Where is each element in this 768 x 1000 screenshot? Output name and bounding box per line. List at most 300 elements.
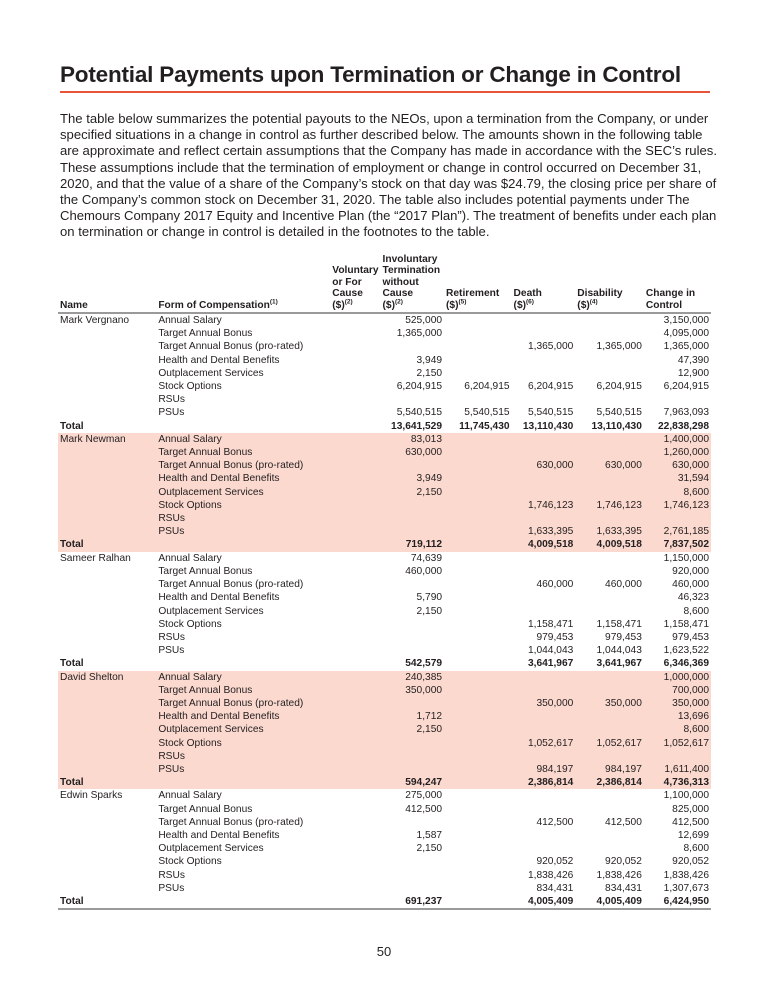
amount-cell [330, 842, 380, 855]
amount-cell: 920,052 [536, 856, 574, 868]
amount-cell: 979,453 [672, 631, 709, 643]
executive-name [58, 618, 156, 631]
table-row [58, 591, 711, 604]
amount-cell: 460,000 [536, 579, 574, 591]
compensation-form: Stock Options [158, 618, 222, 630]
table-row [58, 855, 711, 868]
amount-cell: 8,600 [683, 843, 709, 855]
table-row [58, 842, 711, 855]
amount-cell: 412,500 [672, 816, 709, 828]
compensation-form: RSUs [158, 631, 185, 643]
total-amount-cell: 719,112 [381, 538, 445, 551]
amount-cell: 2,150 [381, 723, 445, 736]
compensation-form: RSUs [156, 512, 330, 525]
executive-name [58, 354, 156, 367]
compensation-form: RSUs [158, 394, 185, 406]
amount-cell: 6,204,915 [396, 381, 443, 393]
table-row [58, 552, 711, 565]
amount-cell [575, 393, 644, 406]
table-row [58, 459, 711, 472]
amount-cell: 460,000 [672, 579, 709, 591]
amount-cell: 825,000 [672, 803, 709, 815]
executive-name [58, 855, 156, 868]
page-number: 50 [376, 944, 392, 959]
amount-cell: 1,052,617 [644, 737, 711, 750]
total-amount-cell: 4,009,518 [575, 538, 644, 551]
amount-cell [444, 644, 512, 657]
amount-cell: 1,400,000 [644, 433, 711, 446]
table-row [58, 565, 711, 578]
amount-cell [575, 671, 644, 684]
amount-cell [444, 578, 512, 591]
amount-cell [330, 710, 380, 723]
amount-cell: 31,594 [644, 472, 711, 485]
amount-cell: 46,323 [677, 592, 709, 604]
amount-cell [575, 789, 644, 802]
total-amount-cell [330, 420, 380, 433]
executive-name [58, 829, 156, 842]
amount-cell [444, 737, 512, 750]
compensation-form: Health and Dental Benefits [156, 710, 330, 723]
amount-cell [512, 789, 576, 802]
amount-cell: 412,500 [405, 803, 443, 815]
header-involuntary: Involuntary Termination without Cause ($)$^{(2)}$ [381, 254, 445, 313]
amount-cell [512, 684, 576, 697]
executive-name [58, 644, 156, 657]
header-change-in-control: Change in Control [644, 254, 711, 313]
amount-cell [330, 313, 380, 327]
amount-cell [444, 565, 512, 578]
amount-cell [644, 393, 711, 406]
total-amount-cell: 542,579 [405, 658, 443, 670]
amount-cell [575, 723, 644, 736]
amount-cell [444, 671, 512, 684]
amount-cell: 1,044,043 [596, 645, 642, 657]
amount-cell [575, 472, 644, 485]
compensation-form: Outplacement Services [158, 605, 264, 617]
compensation-form: Outplacement Services [156, 486, 330, 499]
table-row [58, 829, 711, 842]
amount-cell [444, 367, 512, 380]
amount-cell: 1,052,617 [575, 737, 644, 750]
executive-name: Sameer Ralhan [60, 552, 131, 564]
amount-cell: 525,000 [405, 315, 443, 327]
total-amount-cell: 3,641,967 [596, 658, 642, 670]
amount-cell [330, 552, 380, 565]
amount-cell: 5,540,515 [396, 407, 443, 419]
intro-paragraph: The table below summarizes the potential payouts to the NEOs, upon a termination from the Company, or under specified situations in a change in control as further described below. The amounts shown in the following table are approximate and reflect certain assumptions that the Company has made in accordance with the SEC’s rules. These assumptions include that the termination of employment or change in control occurred on December 31, 2020, and that the value of a share of the Company’s stock on that day was $24.79, the closing price per share of the Company’s common stock on December 31, 2020. The table also includes potential payments under The Chemours Company 2017 Equity and Incentive Plan (the “2017 Plan”). The treatment of benefits under each plan on termination or change in control is detailed in the footnotes to the table. [60, 111, 717, 240]
amount-cell [330, 829, 380, 842]
executive-name [58, 565, 156, 578]
amount-cell [330, 393, 380, 406]
amount-cell: 2,150 [416, 367, 443, 379]
amount-cell [330, 631, 380, 644]
amount-cell: 630,000 [381, 446, 445, 459]
total-label: Total [58, 895, 156, 909]
amount-cell [444, 354, 512, 367]
amount-cell [444, 393, 512, 406]
amount-cell: 1,150,000 [663, 552, 709, 564]
executive-name [58, 486, 156, 499]
amount-cell: 7,963,093 [663, 407, 709, 419]
header-death: Death ($)$^{(6)}$ [512, 254, 576, 313]
executive-name: Mark Newman [58, 433, 156, 446]
amount-cell: 1,260,000 [644, 446, 711, 459]
compensation-form: Stock Options [156, 737, 330, 750]
amount-cell [381, 393, 445, 406]
amount-cell [444, 829, 512, 842]
amount-cell: 1,365,000 [527, 341, 574, 353]
amount-cell: 2,150 [381, 486, 445, 499]
executive-name [58, 591, 156, 604]
amount-cell [330, 472, 380, 485]
amount-cell: 1,158,471 [527, 618, 574, 630]
amount-cell [444, 512, 512, 525]
table-row [58, 803, 711, 816]
amount-cell [512, 710, 576, 723]
amount-cell [575, 803, 644, 816]
amount-cell: 984,197 [512, 763, 576, 776]
amount-cell [575, 327, 644, 340]
table-row [58, 605, 711, 618]
amount-cell: 12,699 [677, 829, 709, 841]
header-form-of-compensation: Form of Compensation$^{(1)}$ [156, 254, 330, 313]
amount-cell [575, 750, 644, 763]
amount-cell [381, 737, 445, 750]
table-row [58, 499, 711, 512]
executive-name: Edwin Sparks [60, 790, 123, 802]
amount-cell: 47,390 [677, 354, 709, 366]
amount-cell [444, 525, 512, 538]
amount-cell: 3,150,000 [663, 315, 709, 327]
amount-cell: 6,204,915 [596, 381, 642, 393]
amount-cell [575, 605, 644, 618]
compensation-form: Stock Options [158, 856, 222, 868]
amount-cell: 8,600 [683, 605, 709, 617]
amount-cell [575, 486, 644, 499]
amount-cell [381, 525, 445, 538]
compensation-form: Annual Salary [156, 671, 330, 684]
amount-cell: 5,540,515 [464, 407, 510, 419]
amount-cell [330, 354, 380, 367]
amount-cell [330, 855, 380, 868]
amount-cell [330, 578, 380, 591]
amount-cell [444, 340, 512, 353]
amount-cell [330, 605, 380, 618]
amount-cell [575, 367, 644, 380]
amount-cell: 2,761,185 [644, 525, 711, 538]
amount-cell [330, 803, 380, 816]
amount-cell [444, 591, 512, 604]
table-body [58, 313, 711, 909]
amount-cell [444, 763, 512, 776]
executive-name [58, 631, 156, 644]
amount-cell [575, 710, 644, 723]
amount-cell [444, 327, 512, 340]
amount-cell: 1,633,395 [512, 525, 576, 538]
total-label: Total [60, 420, 84, 432]
amount-cell [575, 512, 644, 525]
table-row [58, 631, 711, 644]
amount-cell [512, 512, 576, 525]
table-row [58, 710, 711, 723]
amount-cell [330, 367, 380, 380]
compensation-form: Target Annual Bonus (pro-rated) [156, 459, 330, 472]
total-spacer [156, 420, 330, 433]
compensation-form: Target Annual Bonus [158, 565, 253, 577]
total-spacer [156, 657, 330, 670]
amount-cell [575, 591, 644, 604]
table-row [58, 750, 711, 763]
table-row [58, 697, 711, 710]
table-row [58, 340, 711, 353]
total-amount-cell: 6,346,369 [663, 658, 709, 670]
executive-name [58, 340, 156, 353]
amount-cell: 350,000 [644, 697, 711, 710]
amount-cell [330, 591, 380, 604]
amount-cell [330, 499, 380, 512]
amount-cell: 3,949 [381, 472, 445, 485]
compensation-form: Annual Salary [158, 552, 222, 564]
amount-cell [444, 433, 512, 446]
compensation-form: PSUs [156, 763, 330, 776]
executive-name [58, 512, 156, 525]
amount-cell: 2,150 [416, 843, 443, 855]
table-row [58, 472, 711, 485]
amount-cell [330, 327, 380, 340]
amount-cell [512, 393, 576, 406]
total-amount-cell [444, 538, 512, 551]
termination-payments-table [58, 254, 711, 910]
amount-cell [330, 644, 380, 657]
table-row [58, 380, 711, 393]
amount-cell [381, 697, 445, 710]
compensation-form: Health and Dental Benefits [156, 472, 330, 485]
amount-cell: 630,000 [512, 459, 576, 472]
table-row [58, 446, 711, 459]
table-row [58, 393, 711, 406]
total-amount-cell [444, 895, 512, 909]
amount-cell [330, 750, 380, 763]
amount-cell: 240,385 [381, 671, 445, 684]
compensation-form: Health and Dental Benefits [158, 592, 280, 604]
table-row [58, 354, 711, 367]
amount-cell [444, 472, 512, 485]
amount-cell [512, 842, 576, 855]
amount-cell: 1,838,426 [596, 869, 642, 881]
amount-cell [444, 605, 512, 618]
total-amount-cell: 22,838,298 [658, 420, 709, 432]
executive-name [58, 750, 156, 763]
amount-cell [444, 486, 512, 499]
table-row [58, 618, 711, 631]
executive-name [58, 446, 156, 459]
amount-cell [330, 882, 380, 895]
total-amount-cell: 6,424,950 [644, 895, 711, 909]
amount-cell [330, 737, 380, 750]
amount-cell: 460,000 [405, 565, 443, 577]
amount-cell: 3,949 [416, 354, 443, 366]
amount-cell [512, 486, 576, 499]
amount-cell [444, 499, 512, 512]
amount-cell: 83,013 [381, 433, 445, 446]
amount-cell: 6,204,915 [464, 381, 510, 393]
amount-cell [444, 723, 512, 736]
amount-cell [444, 631, 512, 644]
amount-cell [444, 869, 512, 882]
total-amount-cell [330, 538, 380, 551]
total-amount-cell: 7,837,502 [644, 538, 711, 551]
compensation-form: Outplacement Services [158, 843, 264, 855]
amount-cell: 1,365,000 [596, 341, 642, 353]
amount-cell: 4,095,000 [663, 328, 709, 340]
amount-cell [444, 446, 512, 459]
table-row [58, 367, 711, 380]
amount-cell: 412,500 [536, 816, 574, 828]
amount-cell [644, 512, 711, 525]
amount-cell: 6,204,915 [527, 381, 574, 393]
amount-cell [444, 697, 512, 710]
amount-cell [512, 446, 576, 459]
total-spacer [156, 538, 330, 551]
executive-name [58, 472, 156, 485]
amount-cell: 1,052,617 [512, 737, 576, 750]
amount-cell [381, 618, 445, 631]
amount-cell [512, 591, 576, 604]
executive-name [58, 406, 156, 419]
compensation-form: Health and Dental Benefits [158, 829, 280, 841]
amount-cell [330, 406, 380, 419]
table-row [58, 671, 711, 684]
table-row [58, 763, 711, 776]
table-row [58, 882, 711, 895]
amount-cell: 834,431 [605, 882, 642, 894]
table-row [58, 789, 711, 802]
executive-name [58, 499, 156, 512]
amount-cell [444, 313, 512, 327]
compensation-form: Target Annual Bonus (pro-rated) [158, 816, 304, 828]
total-amount-cell: 4,005,409 [512, 895, 576, 909]
amount-cell [381, 578, 445, 591]
executive-name [58, 393, 156, 406]
amount-cell [330, 869, 380, 882]
compensation-form: Stock Options [156, 499, 330, 512]
total-amount-cell: 13,110,430 [522, 420, 574, 432]
amount-cell: 920,052 [672, 856, 709, 868]
amount-cell: 1,100,000 [663, 790, 709, 802]
amount-cell [444, 803, 512, 816]
amount-cell: 350,000 [512, 697, 576, 710]
total-amount-cell: 691,237 [381, 895, 445, 909]
table-row [58, 578, 711, 591]
amount-cell [330, 763, 380, 776]
compensation-form: PSUs [158, 407, 185, 419]
total-amount-cell [330, 657, 380, 670]
total-amount-cell: 2,386,814 [575, 776, 644, 789]
compensation-form: Target Annual Bonus [158, 803, 253, 815]
total-amount-cell [444, 776, 512, 789]
total-row [58, 420, 711, 433]
amount-cell [444, 816, 512, 829]
total-amount-cell [330, 895, 380, 909]
amount-cell: 700,000 [644, 684, 711, 697]
table-row [58, 869, 711, 882]
amount-cell [381, 869, 445, 882]
total-label: Total [58, 538, 156, 551]
compensation-form: PSUs [156, 525, 330, 538]
compensation-form: Target Annual Bonus [156, 446, 330, 459]
total-spacer [156, 895, 330, 909]
table-row [58, 406, 711, 419]
amount-cell [330, 525, 380, 538]
amount-cell: 979,453 [605, 631, 642, 643]
amount-cell [444, 618, 512, 631]
amount-cell [575, 354, 644, 367]
table-row [58, 512, 711, 525]
amount-cell: 1,307,673 [663, 882, 709, 894]
amount-cell: 74,639 [410, 552, 443, 564]
amount-cell [330, 723, 380, 736]
total-label: Total [58, 776, 156, 789]
executive-name [58, 605, 156, 618]
executive-name [58, 697, 156, 710]
table-row [58, 816, 711, 829]
amount-cell: 1,633,395 [575, 525, 644, 538]
header-name: Name [58, 254, 156, 313]
amount-cell: 1,044,043 [527, 645, 574, 657]
table-row [58, 525, 711, 538]
table-row [58, 313, 711, 327]
amount-cell [381, 459, 445, 472]
compensation-form: RSUs [158, 869, 185, 881]
amount-cell [444, 842, 512, 855]
executive-name [58, 816, 156, 829]
compensation-form: Annual Salary [158, 315, 222, 327]
amount-cell [444, 552, 512, 565]
amount-cell [330, 459, 380, 472]
amount-cell [381, 512, 445, 525]
amount-cell [381, 631, 445, 644]
compensation-form: Target Annual Bonus (pro-rated) [158, 341, 304, 353]
total-label: Total [60, 658, 84, 670]
amount-cell [330, 789, 380, 802]
amount-cell [512, 472, 576, 485]
executive-name [58, 842, 156, 855]
amount-cell [575, 842, 644, 855]
amount-cell [512, 829, 576, 842]
executive-name [58, 684, 156, 697]
amount-cell: 1,746,123 [575, 499, 644, 512]
amount-cell: 1,838,426 [527, 869, 574, 881]
amount-cell [512, 367, 576, 380]
compensation-form: Target Annual Bonus (pro-rated) [158, 579, 304, 591]
amount-cell [512, 354, 576, 367]
compensation-form: Health and Dental Benefits [158, 354, 280, 366]
executive-name [58, 367, 156, 380]
amount-cell [512, 433, 576, 446]
executive-name [58, 803, 156, 816]
executive-name [58, 710, 156, 723]
amount-cell: 1,611,400 [644, 763, 711, 776]
amount-cell [575, 565, 644, 578]
amount-cell [575, 552, 644, 565]
amount-cell: 5,540,515 [527, 407, 574, 419]
amount-cell [381, 763, 445, 776]
amount-cell: 1,623,522 [663, 645, 709, 657]
executive-name [58, 459, 156, 472]
amount-cell: 8,600 [644, 723, 711, 736]
compensation-form: RSUs [156, 750, 330, 763]
